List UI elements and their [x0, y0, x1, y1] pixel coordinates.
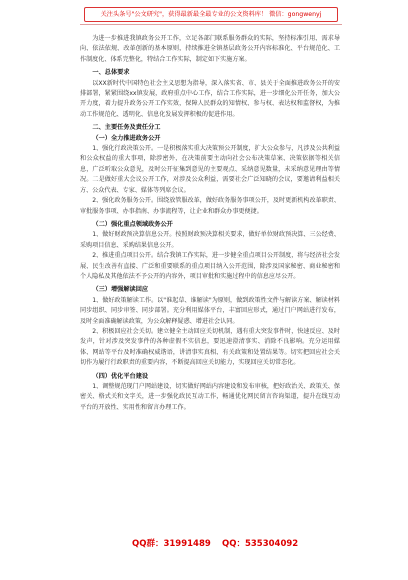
subsection-4-heading: （四）优化平台建设	[92, 372, 149, 380]
document-body	[80, 34, 340, 413]
subsection-1-item-2: 2、强化政务服务公开。围绕放管服改革，做好政务服务事项公开，及时更新机构改革职责、审批服务事项、办事指南、办事流程等，让企业和群众办事更便捷。	[80, 197, 340, 215]
subsection-1-heading: （一）全力推进政务公开	[92, 134, 161, 142]
subsection-3-heading: （三）增强解读回应	[92, 286, 149, 294]
section-2-heading: 二、主要任务及责任分工	[92, 124, 161, 132]
subsection-1-item-1: 1、强化行政决策公开。一是积极落实重大决策预公开制度，扩大公众参与，凡涉及公共利益和公众权益的重大事项，除涉密外，在决策前要主动向社会公布决策草案、决策依据等相关信息，广泛听取公众意见，及时公开征集到意见的主要观点、采纳意见数量，未采纳意见理由等情况。二是做好重大会议公开工作，对涉及公众利益，需要社会广泛知晓的会议，要邀请利益相关方、公众代表、专家、媒体等列席会议。	[80, 145, 340, 194]
subsection-3-item-2: 2、积极回应社会关切。建立健全主动回应关切机制，遇有重大突发事件时，快速反应、及时发声，针对涉及突发事件的各种虚假不实信息，要迅速澄清事实、消除不良影响。充分运用媒体、网站等平台及时准确权威谐语，讲清事实真相、有关政策和处置结果等。切实把回应社会关切作为履行行政职责的重要内容，不断提高回应关切能力，实现回应关切常态化。	[80, 327, 340, 367]
qq-group-number: QQ群：31991489	[132, 539, 211, 549]
subsection-2-heading: （二）强化重点领域政务公开	[92, 220, 173, 228]
subsection-2-item-2: 2、推进重点项目公开。结合我镇工作实际，进一步健全重点项目公开制度，将与经济社会发展、民生改善有直接、广泛和重要联系的重点项目纳入公开范围，除涉及国家秘密、商业秘密和个人隐私及其他依法不予公开的内容外，项目审批和实施过程中的信息应尽公开。	[80, 252, 340, 280]
intro-paragraph: 为进一步推进我镇政务公开工作，立足各部门联系服务群众的实际，坚持标准引用、需求导向、依法依规、改革创新的基本原则，持续推进全镇基层政务公开内容标准化、平台规范化、工作制度化、体系完整化，特结合工作实际，制定如下实施方案。	[80, 35, 340, 63]
qq-number: QQ：535304092	[222, 539, 299, 549]
header-banner: 关注头条号"公文研究"，获得最新最全最专业的公文资料库！ 微信：gongwenyj	[84, 7, 338, 22]
subsection-3-item-1: 1、做好政策解读工作。以"谁起草、谁解读"为原则，做到政策性文件与解读方案、解读材料同步组织、同步审签、同步部署。充分利用媒体平台，丰富回应形式，通过门户网站进行发布，及时全面准确解读政策，为公众解释疑惑、增进社会认同。	[80, 296, 340, 325]
subsection-2-item-1: 1、做好财政预决算信息公开。按照财政预决算相关要求，做好单位财政预决算、三公经费、采购项目信息、采购结果信息公开。	[80, 231, 340, 249]
footer-contact	[0, 537, 408, 557]
subsection-4-item-1: 1、调整规范现门户网站建设，切实做好网站内容建设和发布审核，把好政治关、政策关、保密关、格式关和文字关，进一步强化政民互动工作，畅通优化网民留言咨询渠道，提升在线互动平台的开放性、实用性和留言办理工作。	[80, 383, 340, 411]
header-divider	[80, 24, 342, 25]
section-1-paragraph: 以XX新时代中国特色社会主义思想为指导，深入落实省、市、县关于全面推进政务公开的安排部署，紧紧围绕xx镇发展，政府重点中心工作，结合工作实际，进一步细化公开任务，加大公开力度，着力提升政务公开工作实效，保障人民群众的知情权、参与权、表达权和监督权，为推动工作规范化、透明化、信息化发展发挥积极的促进作用。	[80, 79, 340, 118]
section-1-heading: 一、总体要求	[92, 69, 130, 77]
